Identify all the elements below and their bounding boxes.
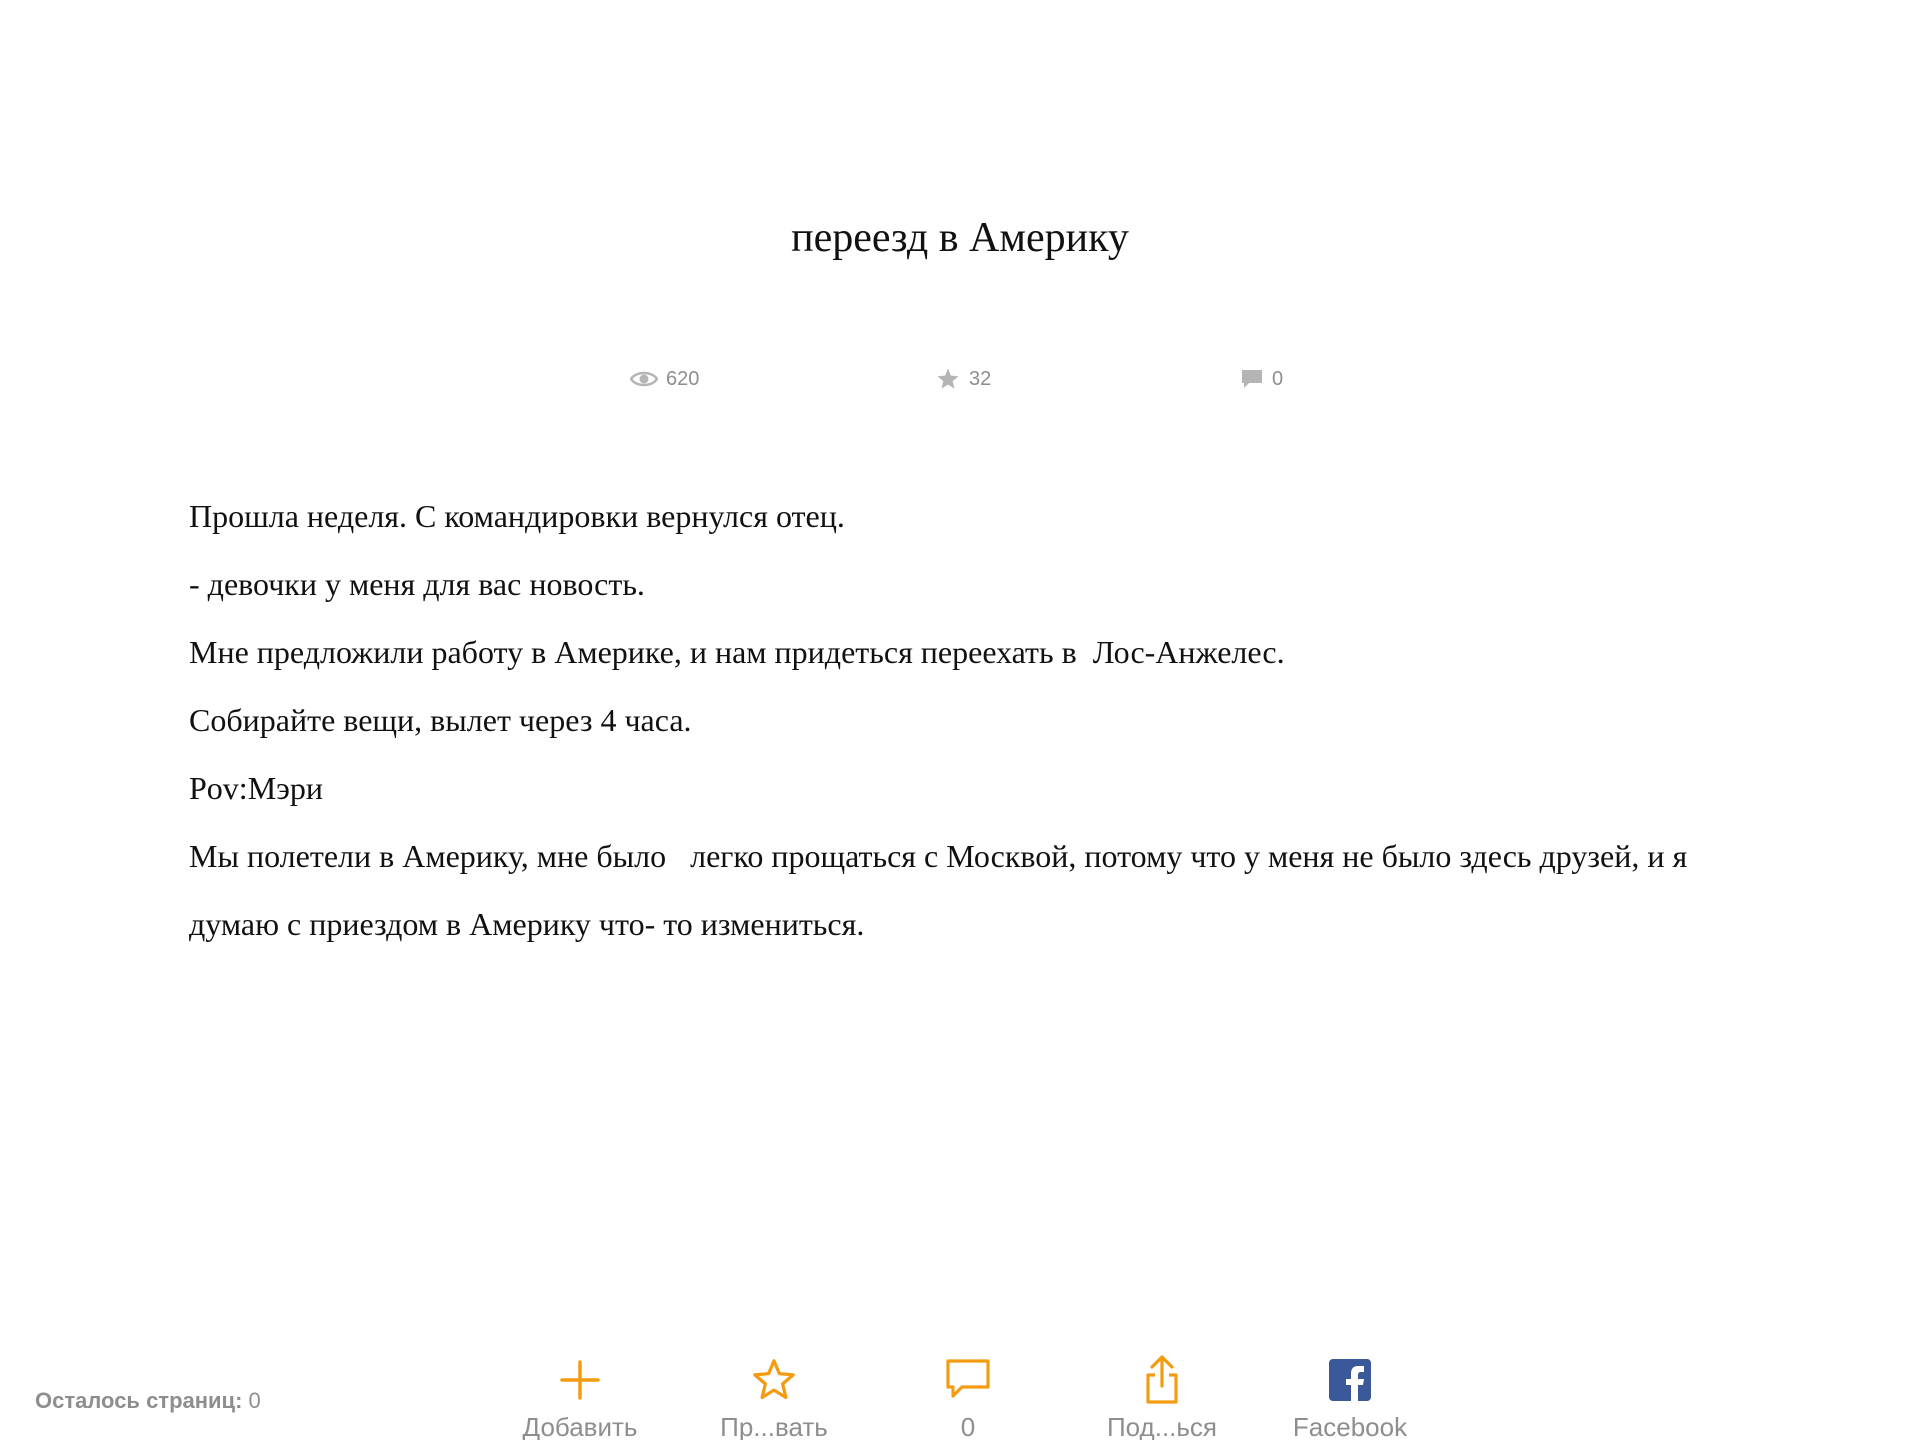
votes-stat: [935, 364, 991, 394]
story-stats: [0, 364, 1920, 394]
comment-icon: [1240, 367, 1264, 391]
vote-button[interactable]: [684, 1352, 864, 1440]
pages-left-value: 0: [248, 1388, 261, 1413]
share-icon: [1142, 1354, 1182, 1406]
share-button-label: Под...ься: [1106, 1412, 1218, 1440]
comments-button[interactable]: [878, 1352, 1058, 1440]
add-button-label: Добавить: [522, 1412, 638, 1440]
comments-button-count: 0: [960, 1412, 976, 1440]
add-to-library-button[interactable]: [490, 1352, 670, 1440]
comments-stat: [1240, 364, 1283, 394]
bottom-toolbar: [0, 1340, 1920, 1440]
vote-button-label: Пр...вать: [720, 1412, 828, 1440]
story-paragraph: Прошла неделя. С командировки вернулся отец.: [189, 498, 845, 534]
story-paragraph: Мы полетели в Америку, мне было легко прощаться с Москвой, потому что у меня не было здесь друзей, и я думаю с приездом в Америку что- то измениться.: [189, 838, 1696, 942]
eye-icon: [630, 369, 658, 389]
comments-count: 0: [1272, 367, 1284, 390]
pages-left: [35, 1388, 261, 1414]
share-button[interactable]: [1072, 1352, 1252, 1440]
pages-left-label: Осталось страниц:: [35, 1388, 243, 1413]
speech-bubble-icon: [944, 1357, 992, 1403]
story-paragraph: Собирайте вещи, вылет через 4 часа.: [189, 702, 692, 738]
views-stat: [630, 364, 699, 394]
facebook-button[interactable]: [1260, 1352, 1440, 1440]
story-title: переезд в Америку: [791, 215, 1129, 261]
star-outline-icon: [751, 1357, 797, 1403]
facebook-button-label: Facebook: [1292, 1412, 1408, 1440]
story-paragraph: Pov:Мэри: [189, 770, 323, 806]
star-icon: [935, 367, 961, 391]
votes-count: 32: [969, 367, 992, 390]
story-paragraph: - девочки у меня для вас новость.: [189, 566, 645, 602]
story-body: [189, 482, 1769, 958]
story-paragraph: Мне предложили работу в Америке, и нам придеться переехать в Лос-Анжелес.: [189, 634, 1285, 670]
facebook-icon: [1328, 1358, 1372, 1402]
plus-icon: [558, 1358, 602, 1402]
views-count: 620: [666, 367, 700, 390]
